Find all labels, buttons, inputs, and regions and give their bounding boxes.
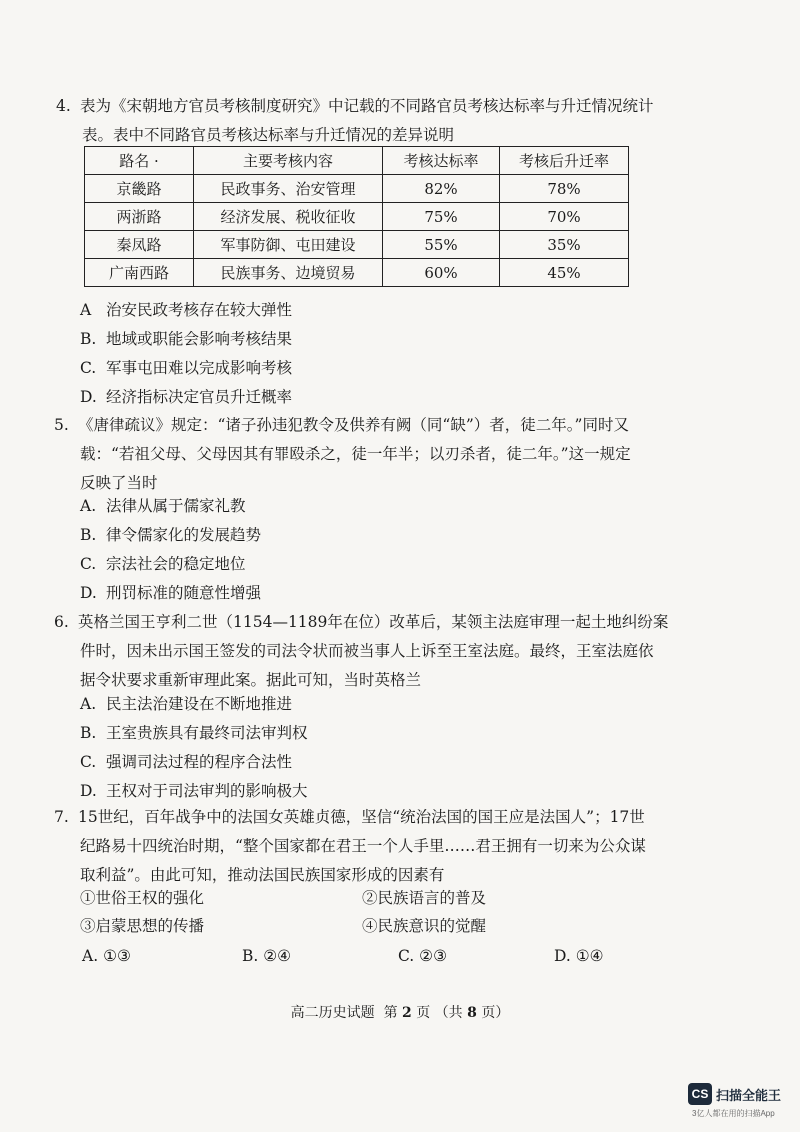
option-c[interactable] [80, 748, 292, 777]
table-cell: 75% [383, 203, 500, 231]
table-header-row [85, 147, 629, 175]
question-7 [54, 803, 674, 890]
scanner-watermark [688, 1083, 798, 1123]
table-cell: 35% [500, 231, 629, 259]
camscanner-logo-icon: CS [688, 1083, 712, 1105]
option-c[interactable] [398, 942, 447, 971]
option-text: 强调司法过程的程序合法性 [106, 753, 293, 771]
question-text: 《唐律疏议》规定：“诸子孙违犯教令及供养有阙（同“缺”）者，徒二年。”同时又 [78, 416, 629, 434]
option-text: 王权对于司法审判的影响极大 [106, 782, 308, 800]
option-label: B. [80, 526, 97, 544]
option-b[interactable] [80, 719, 308, 748]
option-text: 地域或职能会影响考核结果 [106, 330, 293, 348]
footer-subject: 高二历史试题 [290, 1005, 375, 1021]
option-label: D. [80, 584, 97, 602]
footer-text: 页 （共 [416, 1005, 463, 1021]
table-cell: 广南西路 [85, 259, 194, 287]
option-text: 刑罚标准的随意性增强 [106, 584, 262, 602]
option-label: C. [80, 555, 97, 573]
question-6 [54, 608, 674, 695]
option-text: 军事屯田难以完成影响考核 [106, 359, 293, 377]
question-text: 表为《宋朝地方官员考核制度研究》中记载的不同路官员考核达标率与升迁情况统计 [80, 97, 654, 115]
question-5 [54, 411, 674, 498]
table-cell: 60% [383, 259, 500, 287]
option-label: A. [82, 947, 99, 965]
option-label: A. [80, 497, 97, 515]
table-row [85, 259, 629, 287]
table-header: 考核后升迁率 [500, 147, 629, 175]
page-total: 8 [467, 1005, 477, 1021]
option-b[interactable] [80, 325, 292, 354]
question-text: 英格兰国王亨利二世（1154—1189年在位）改革后，某领主法庭审理一起土地纠纷案 [78, 613, 669, 631]
table-header: 路名 · [85, 147, 194, 175]
option-c[interactable] [80, 354, 292, 383]
table-cell: 京畿路 [85, 175, 194, 203]
question-text: 15世纪，百年战争中的法国女英雄贞德，坚信“统治法国的国王应是法国人”；17世 [78, 808, 645, 826]
option-text: 民主法治建设在不断地推进 [106, 695, 293, 713]
option-text: 法律从属于儒家礼教 [106, 497, 246, 515]
table-row [85, 175, 629, 203]
table-cell: 两浙路 [85, 203, 194, 231]
table-cell: 78% [500, 175, 629, 203]
question-text: 件时，因未出示国王签发的司法令状而被当事人上诉至王室法庭。最终，王室法庭依 [80, 642, 654, 660]
table-cell: 55% [383, 231, 500, 259]
option-label: A. [80, 695, 97, 713]
option-text: ②③ [419, 947, 447, 965]
option-label: B. [80, 724, 97, 742]
option-text: 宗法社会的稳定地位 [106, 555, 246, 573]
question-text: 取利益”。由此可知，推动法国民族国家形成的因素有 [80, 866, 445, 884]
watermark-slogan: 3亿人都在用的扫描App [692, 1109, 775, 1118]
footer-text: 页） [481, 1005, 510, 1021]
statement-item: ②民族语言的普及 [362, 889, 487, 907]
table-row [85, 203, 629, 231]
option-label: D. [80, 782, 97, 800]
table-header: 主要考核内容 [194, 147, 383, 175]
question-text: 反映了当时 [80, 474, 158, 492]
option-text: 律令儒家化的发展趋势 [106, 526, 262, 544]
option-text: ②④ [263, 947, 292, 965]
option-label: A [80, 301, 92, 319]
question-number: 5. [54, 416, 69, 434]
watermark-name: 扫描全能王 [716, 1088, 782, 1103]
option-d[interactable] [80, 383, 292, 412]
option-c[interactable] [80, 550, 246, 579]
option-b[interactable] [80, 521, 261, 550]
table-header: 考核达标率 [383, 147, 500, 175]
option-text: 治安民政考核存在较大弹性 [106, 301, 293, 319]
table-cell: 经济发展、税收征收 [194, 203, 383, 231]
table-row [85, 231, 629, 259]
option-label: C. [398, 947, 415, 965]
page-number: 2 [402, 1005, 412, 1021]
option-d[interactable] [80, 579, 261, 608]
option-a[interactable] [80, 492, 246, 521]
option-text: ①③ [103, 947, 131, 965]
question-text: 表。表中不同路官员考核达标率与升迁情况的差异说明 [82, 126, 455, 144]
option-d[interactable] [80, 777, 308, 806]
option-b[interactable] [242, 942, 291, 971]
table-cell: 军事防御、屯田建设 [194, 231, 383, 259]
table-cell: 民族事务、边境贸易 [194, 259, 383, 287]
question-4 [56, 92, 676, 150]
table-cell: 70% [500, 203, 629, 231]
option-label: D. [554, 947, 571, 965]
statement-item: ①世俗王权的强化 [80, 889, 205, 907]
option-label: D. [80, 388, 97, 406]
option-a[interactable] [82, 942, 131, 971]
question-text: 纪路易十四统治时期，“整个国家都在君王一个人手里……君王拥有一切来为公众谋 [80, 837, 646, 855]
option-a[interactable] [80, 296, 292, 325]
question-text: 据令状要求重新审理此案。据此可知，当时英格兰 [80, 671, 422, 689]
table-cell: 82% [383, 175, 500, 203]
statement-item: ③启蒙思想的传播 [80, 917, 205, 935]
table-cell: 民政事务、治安管理 [194, 175, 383, 203]
statement-item: ④民族意识的觉醒 [362, 917, 487, 935]
question-number: 7. [54, 808, 69, 826]
option-label: C. [80, 753, 97, 771]
footer-text: 第 [383, 1005, 398, 1021]
question-number: 4. [56, 97, 71, 115]
page-footer [0, 1002, 800, 1022]
option-label: B. [242, 947, 259, 965]
option-text: 王室贵族具有最终司法审判权 [106, 724, 308, 742]
assessment-table [84, 146, 629, 287]
option-d[interactable] [554, 942, 604, 971]
question-text: 载：“若祖父母、父母因其有罪殴杀之，徒一年半；以刃杀者，徒二年。”这一规定 [80, 445, 631, 463]
table-cell: 45% [500, 259, 629, 287]
table-cell: 秦凤路 [85, 231, 194, 259]
option-label: C. [80, 359, 97, 377]
option-a[interactable] [80, 690, 292, 719]
question-number: 6. [54, 613, 69, 631]
option-text: 经济指标决定官员升迁概率 [106, 388, 293, 406]
option-text: ①④ [575, 947, 604, 965]
option-label: B. [80, 330, 97, 348]
